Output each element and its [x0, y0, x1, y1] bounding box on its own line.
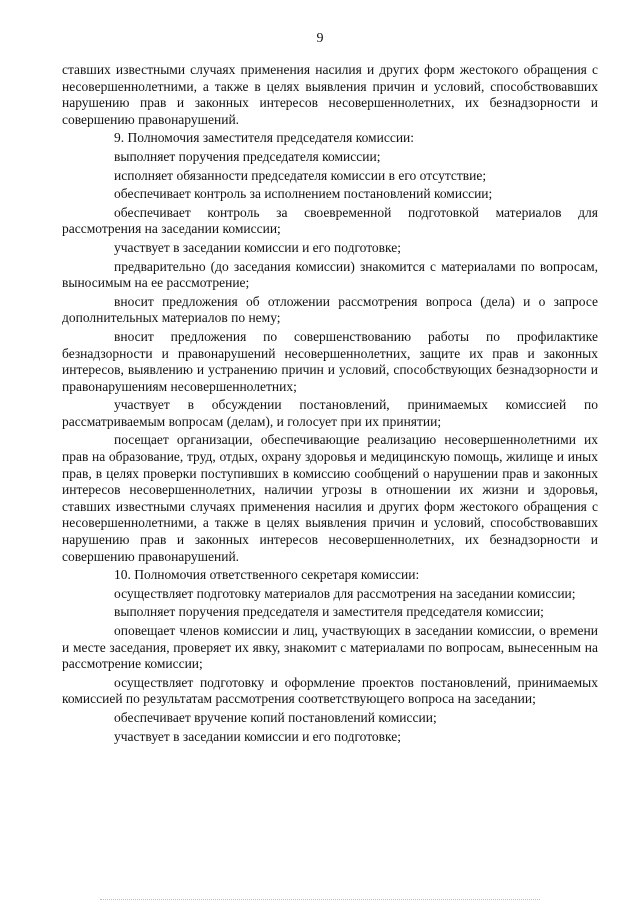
paragraph: 10. Полномочия ответственного секретаря комиссии: [114, 567, 420, 583]
paragraph: обеспечивает контроль за исполнением постановлений комиссии; [114, 186, 493, 202]
paragraph: вносит предложения об отложении рассмотрения вопроса (дела) и о запросе дополнительных материалов по нему; [62, 293, 598, 326]
paragraph: 9. Полномочия заместителя председателя комиссии: [114, 130, 415, 146]
paragraph: оповещает членов комиссии и лиц, участвующих в заседании комиссии, о времени и месте заседания, проверяет их явку, знакомит с материалами по вопросам, вынесенным на рассмотрение комиссии; [62, 623, 598, 672]
paragraph: обеспечивает вручение копий постановлений комиссии; [114, 709, 437, 725]
scan-artifact-line [100, 899, 540, 902]
paragraph: выполняет поручения председателя комиссии; [114, 148, 381, 164]
paragraph: исполняет обязанности председателя комиссии в его отсутствие; [114, 167, 487, 183]
paragraph: предварительно (до заседания комиссии) знакомится с материалами по вопросам, выносимым на ее рассмотрение; [62, 258, 598, 291]
paragraph: обеспечивает контроль за своевременной подготовкой материалов для рассмотрения на заседании комиссии; [62, 204, 598, 237]
paragraph: участвует в обсуждении постановлений, принимаемых комиссией по рассматриваемым вопросам (делам), и голосует при их принятии; [62, 397, 598, 429]
page-number: 9 [316, 31, 324, 46]
paragraph: осуществляет подготовку и оформление проектов постановлений, принимаемых комиссией по результатам рассмотрения соответствующего вопроса на заседании; [62, 674, 598, 707]
paragraph: осуществляет подготовку материалов для рассмотрения на заседании комиссии; [114, 585, 576, 601]
paragraph: посещает организации, обеспечивающие реализацию несовершеннолетними их прав на образование, труд, отдых, охрану здоровья и медицинскую помощь, жилище и иных прав, в целях проверки поступивших в комиссию сообщений о нарушении прав и законных интересов несовершеннолетних, наличии угрозы в отношении их жизни и здоровья, ставших известными случаях применения насилия и других форм жестокого обращения с несовершеннолетними, а также в целях выявления причин и условий, способствовавших нарушению прав и законных интересов несовершеннолетних, их безнадзорности и совершению правонарушений. [62, 432, 598, 564]
paragraph: выполняет поручения председателя и заместителя председателя комиссии; [114, 604, 544, 620]
paragraph: ставших известными случаях применения насилия и других форм жестокого обращения с несовершеннолетними, а также в целях выявления причин и условий, способствовавших нарушению прав и законных интересов несовершеннолетних, их безнадзорности и совершению правонарушений. [62, 62, 598, 127]
paragraph: участвует в заседании комиссии и его подготовке; [114, 239, 402, 255]
paragraph: вносит предложения по совершенствованию работы по профилактике безнадзорности и правонарушений несовершеннолетних, защите их прав и законных интересов, выявлению и устранению причин и условий, способствующих безнадзорности и правонарушениям несовершеннолетних; [62, 328, 598, 394]
document-body [62, 62, 598, 747]
paragraph: участвует в заседании комиссии и его подготовке; [114, 728, 402, 744]
